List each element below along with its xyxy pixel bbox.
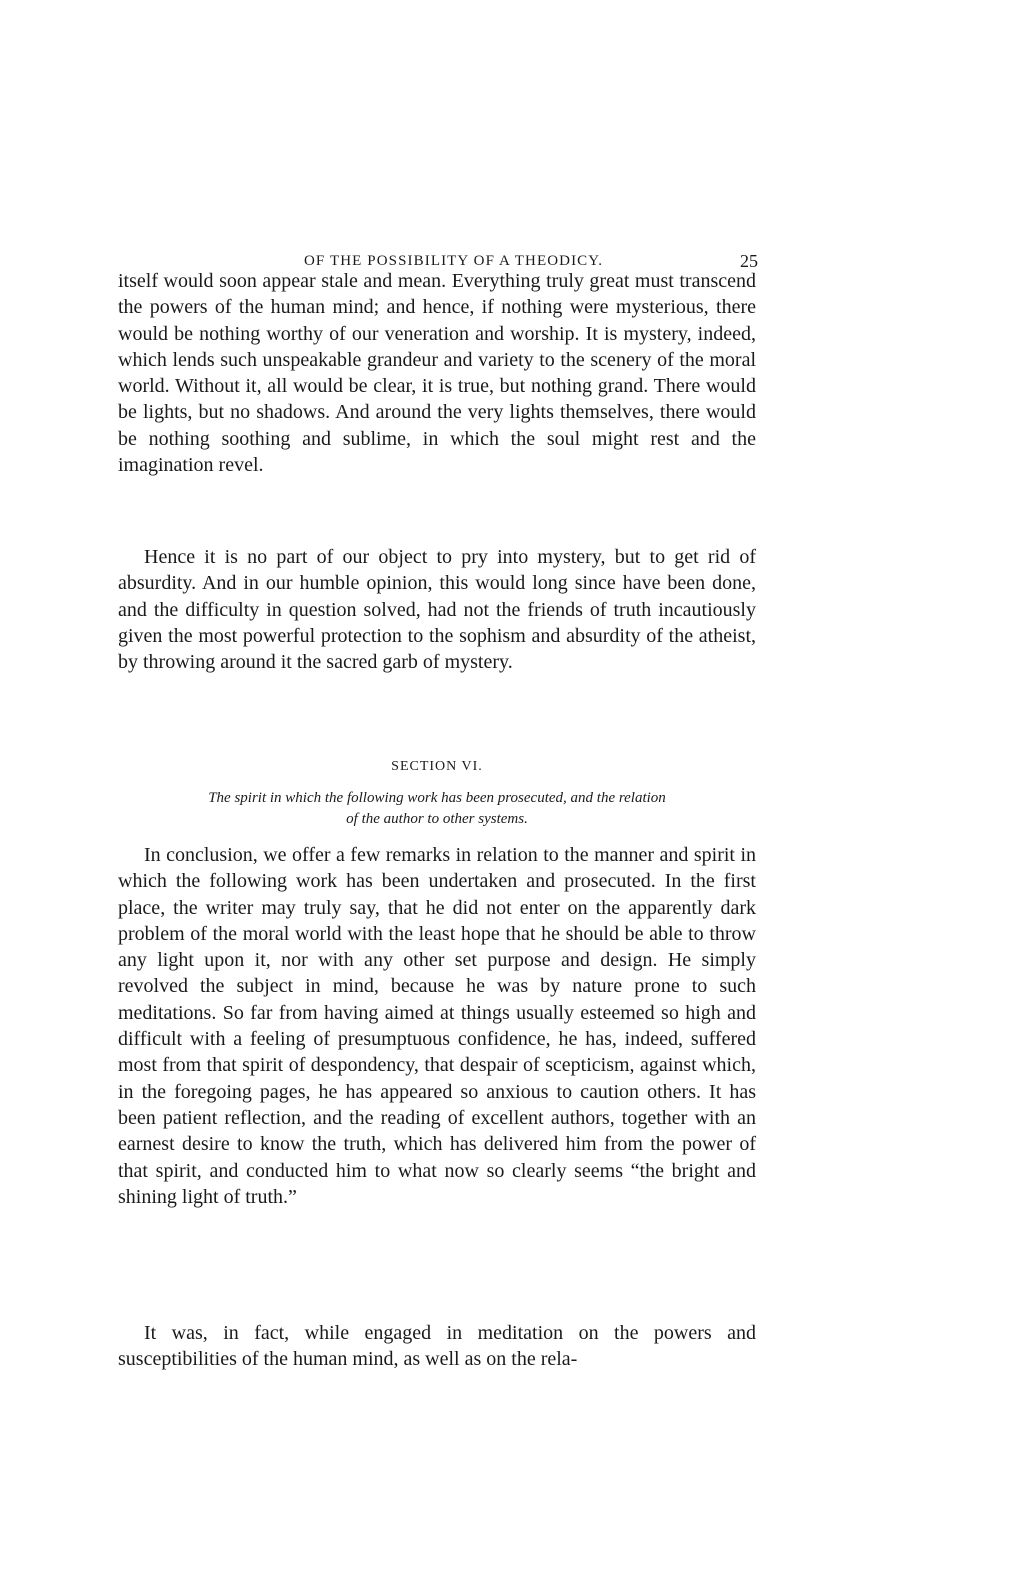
page-number: 25 — [740, 251, 758, 271]
paragraph-mystery: Hence it is no part of our object to pry into mystery, but to get rid of absurdity. And in our humble opinion, this would long since have been done, and the difficulty in question solved, had not the friends of truth incautiously given the most powerful protection to the sophism and absurdity of the atheist, by throwing around it the sacred garb of mystery. — [118, 546, 756, 674]
paragraph-conclusion-block — [118, 842, 756, 1210]
paragraph-continuation: itself would soon appear stale and mean. Everything truly great must transcend the powers of the human mind; and hence, if nothing were mysterious, there would be nothing worthy of our veneration and worship. It is mystery, indeed, which lends such unspeakable grandeur and variety to the scenery of the moral world. Without it, all would be clear, it is true, but nothing grand. There would be lights, but no shadows. And around the very lights themselves, there would be nothing soothing and sublime, in which the soul might rest and the imagination revel. — [118, 270, 756, 477]
paragraph-continuation-block — [118, 268, 756, 478]
running-title: OF THE POSSIBILITY OF A THEODICY. — [304, 253, 604, 269]
section-subtitle — [118, 788, 756, 830]
section-heading: SECTION VI. — [391, 759, 483, 774]
paragraph-mystery-block — [118, 544, 756, 675]
paragraph-final: It was, in fact, while engaged in meditation on the powers and susceptibilities of the human mind, as well as on the rela- — [118, 1322, 756, 1371]
section-subtitle-line-1: The spirit in which the following work has been prosecuted, and the relation — [208, 790, 666, 806]
section-subtitle-line-2: of the author to other systems. — [346, 811, 528, 827]
paragraph-final-block — [118, 1320, 756, 1373]
paragraph-conclusion: In conclusion, we offer a few remarks in relation to the manner and spirit in which the following work has been undertaken and prosecuted. In the first place, the writer may truly say, that he did not enter on the apparently dark problem of the moral world with the least hope that he should be able to throw any light upon it, nor with any other set purpose and design. He simply revolved the subject in mind, because he was by nature prone to such meditations. So far from having aimed at things usually esteemed so high and difficult with a feeling of presumptuous confidence, he has, indeed, suffered most from that spirit of despondency, that despair of scepticism, against which, in the foregoing pages, he has appeared so anxious to caution others. It has been patient reflection, and the reading of excellent authors, together with an earnest desire to know the truth, which has delivered him from the power of that spirit, and conducted him to what now so clearly seems “the bright and shining light of truth.” — [118, 844, 756, 1208]
